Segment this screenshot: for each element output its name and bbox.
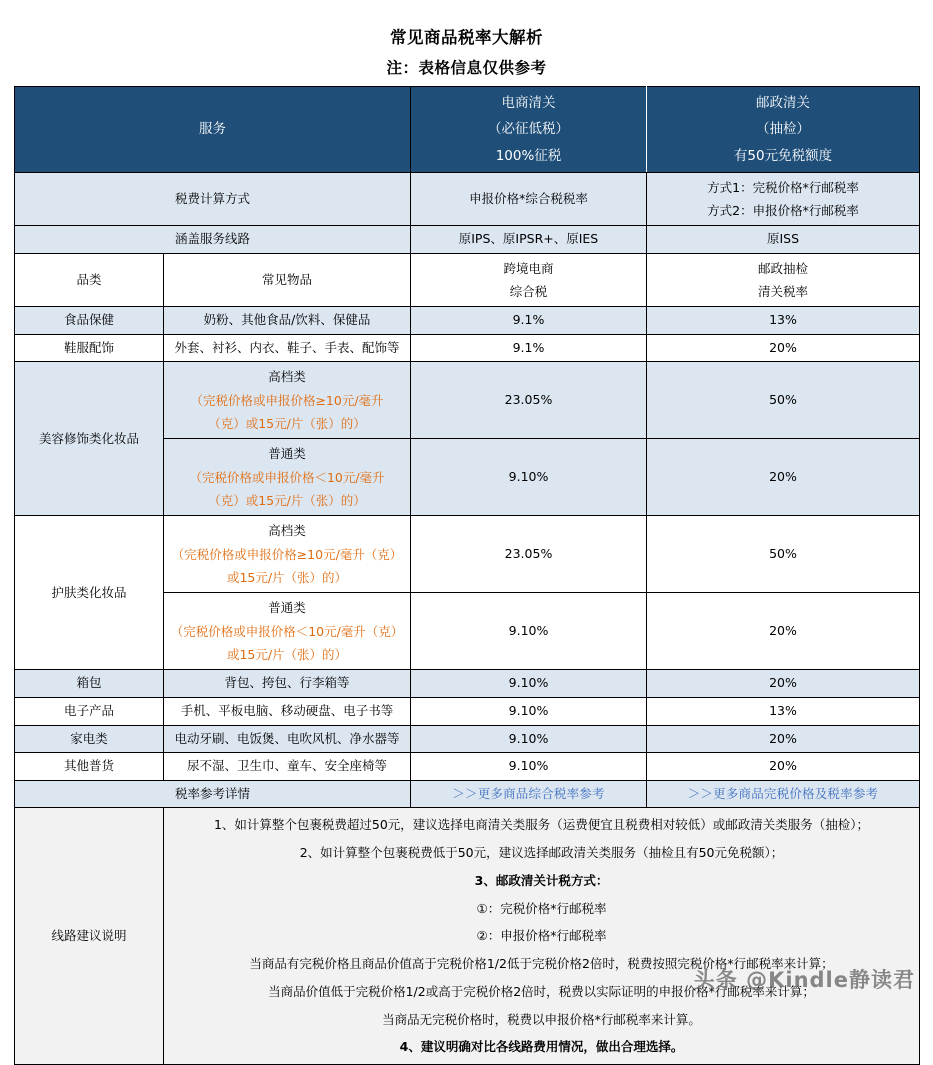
reference-link-post-cell[interactable] — [647, 780, 920, 808]
notes-content — [164, 808, 920, 1065]
calc-method-ecom: 申报价格*综合税税率 — [411, 172, 647, 225]
table-row — [15, 362, 920, 439]
product-grade-title: 普通类 — [268, 446, 306, 462]
note-line: 当商品无完税价格时，税费以申报价格*行邮税率来计算。 — [382, 1011, 701, 1027]
subheader-items: 常见物品 — [164, 253, 411, 306]
product-grade-title: 高档类 — [268, 369, 306, 385]
product-items — [164, 439, 411, 516]
reference-label: 税率参考详情 — [15, 780, 411, 808]
calc-method-post-line1: 方式1：完税价格*行邮税率 — [707, 179, 859, 195]
product-items — [164, 516, 411, 593]
tax-rate-table-wrapper — [14, 86, 919, 1065]
header-ecom-line1: 电商清关 — [501, 95, 556, 111]
product-items: 电动牙刷、电饭煲、电吹风机、净水器等 — [164, 725, 411, 753]
service-lines-ecom: 原IPS、原IPSR+、原IES — [411, 226, 647, 254]
product-ecom-rate: 9.1% — [411, 334, 647, 362]
product-items — [164, 362, 411, 439]
note-line: 1、如计算整个包裹税费超过50元，建议选择电商清关类服务（运费便宜且税费相对较低）或邮政清关类服务（抽检）； — [213, 817, 870, 833]
calc-method-label: 税费计算方式 — [15, 172, 411, 225]
product-qualifier-line2: 或15元/片（张）的） — [226, 570, 348, 586]
table-row-reference-links — [15, 780, 920, 808]
subheader-ecom-line1: 跨境电商 — [503, 260, 554, 276]
product-ecom-rate: 9.10% — [411, 593, 647, 670]
note-line: 当商品价值低于完税价格1/2或高于完税价格2倍时，税费以实际证明的申报价格*行邮税率来计算； — [268, 983, 815, 999]
product-qualifier-line2: （克）或15元/片（张）的） — [208, 493, 366, 509]
product-items: 外套、衬衫、内衣、鞋子、手表、配饰等 — [164, 334, 411, 362]
table-row-service-lines — [15, 226, 920, 254]
product-qualifier-line1: （完税价格或申报价格＜10元/毫升 — [189, 470, 385, 486]
product-post-rate: 20% — [647, 725, 920, 753]
product-ecom-rate: 23.05% — [411, 516, 647, 593]
product-post-rate: 13% — [647, 697, 920, 725]
note-line: 3、邮政清关计税方式： — [474, 872, 609, 888]
product-ecom-rate: 9.1% — [411, 307, 647, 335]
product-ecom-rate: 9.10% — [411, 439, 647, 516]
product-category: 家电类 — [15, 725, 164, 753]
product-grade-title: 普通类 — [268, 600, 306, 616]
subheader-ecom — [411, 253, 647, 306]
header-ecom-line3: 100%征税 — [495, 147, 562, 164]
product-ecom-rate: 23.05% — [411, 362, 647, 439]
table-row-notes — [15, 808, 920, 1065]
table-row — [15, 697, 920, 725]
table-row — [15, 670, 920, 698]
product-qualifier-line1: （完税价格或申报价格≥10元/毫升 — [190, 393, 384, 409]
header-post-line1: 邮政清关 — [756, 95, 810, 111]
service-lines-label: 涵盖服务线路 — [15, 226, 411, 254]
note-line: 2、如计算整个包裹税费低于50元，建议选择邮政清关类服务（抽检且有50元免税额）； — [299, 845, 784, 861]
watermark: 头条 @Kindle静读君 — [693, 968, 915, 992]
subheader-post-line1: 邮政抽检 — [757, 260, 808, 276]
table-row-subheader — [15, 253, 920, 306]
product-items: 手机、平板电脑、移动硬盘、电子书等 — [164, 697, 411, 725]
page-title: 常见商品税率大解析 — [390, 28, 543, 47]
subheader-category: 品类 — [15, 253, 164, 306]
title-block — [0, 0, 933, 80]
product-grade-title: 高档类 — [268, 523, 306, 539]
product-qualifier-line1: （完税价格或申报价格＜10元/毫升（克） — [170, 624, 404, 640]
product-post-rate: 13% — [647, 307, 920, 335]
calc-method-post — [647, 172, 920, 225]
product-category: 鞋服配饰 — [15, 334, 164, 362]
reference-link-ecom-cell[interactable] — [411, 780, 647, 808]
product-ecom-rate: 9.10% — [411, 670, 647, 698]
product-category: 食品保健 — [15, 307, 164, 335]
tax-rate-table — [14, 86, 920, 1065]
table-header — [15, 87, 920, 173]
table-row — [15, 753, 920, 781]
product-post-rate: 20% — [647, 439, 920, 516]
subheader-post — [647, 253, 920, 306]
product-post-rate: 50% — [647, 516, 920, 593]
product-qualifier-line1: （完税价格或申报价格≥10元/毫升（克） — [171, 547, 403, 563]
product-category: 电子产品 — [15, 697, 164, 725]
reference-link-post[interactable]: ＞＞更多商品完税价格及税率参考 — [687, 785, 879, 801]
product-category: 箱包 — [15, 670, 164, 698]
header-ecom-line2: （必征低税） — [488, 121, 569, 138]
note-line: 4、建议明确对比各线路费用情况，做出合理选择。 — [399, 1039, 684, 1055]
reference-link-ecom[interactable]: ＞＞更多商品综合税率参考 — [452, 785, 605, 801]
notes-label: 线路建议说明 — [15, 808, 164, 1065]
product-items — [164, 593, 411, 670]
subheader-post-line2: 清关税率 — [757, 283, 808, 299]
product-ecom-rate: 9.10% — [411, 725, 647, 753]
table-row — [15, 725, 920, 753]
calc-method-post-line2: 方式2：申报价格*行邮税率 — [707, 203, 859, 219]
service-lines-post: 原ISS — [647, 226, 920, 254]
header-post-line3: 有50元免税额度 — [733, 147, 833, 164]
note-line: ①：完税价格*行邮税率 — [476, 900, 607, 916]
product-category: 其他普货 — [15, 753, 164, 781]
note-line: ②：申报价格*行邮税率 — [476, 928, 607, 944]
product-items: 奶粉、其他食品/饮料、保健品 — [164, 307, 411, 335]
product-category: 美容修饰类化妆品 — [15, 362, 164, 516]
product-post-rate: 20% — [647, 753, 920, 781]
table-row — [15, 307, 920, 335]
product-post-rate: 50% — [647, 362, 920, 439]
product-qualifier-line2: （克）或15元/片（张）的） — [208, 416, 366, 432]
table-body — [15, 172, 920, 1064]
header-cell-ecommerce-clearance — [411, 87, 647, 173]
header-post-line2: （抽检） — [756, 121, 810, 138]
product-items: 背包、挎包、行李箱等 — [164, 670, 411, 698]
subheader-ecom-line2: 综合税 — [509, 283, 548, 299]
header-cell-postal-clearance — [647, 87, 920, 173]
header-row — [15, 87, 920, 173]
product-items: 尿不湿、卫生巾、童车、安全座椅等 — [164, 753, 411, 781]
product-ecom-rate: 9.10% — [411, 697, 647, 725]
note-line: 当商品有完税价格且商品价值高于完税价格1/2低于完税价格2倍时，税费按照完税价格*行邮税率来计算； — [249, 956, 834, 972]
header-cell-service: 服务 — [15, 87, 411, 173]
product-post-rate: 20% — [647, 670, 920, 698]
table-row — [15, 334, 920, 362]
page-subtitle: 注：表格信息仅供参考 — [386, 58, 547, 77]
product-qualifier-line2: 或15元/片（张）的） — [226, 647, 348, 663]
product-post-rate: 20% — [647, 334, 920, 362]
product-ecom-rate: 9.10% — [411, 753, 647, 781]
product-category: 护肤类化妆品 — [15, 516, 164, 670]
product-post-rate: 20% — [647, 593, 920, 670]
table-row — [15, 516, 920, 593]
table-row-calc-method — [15, 172, 920, 225]
